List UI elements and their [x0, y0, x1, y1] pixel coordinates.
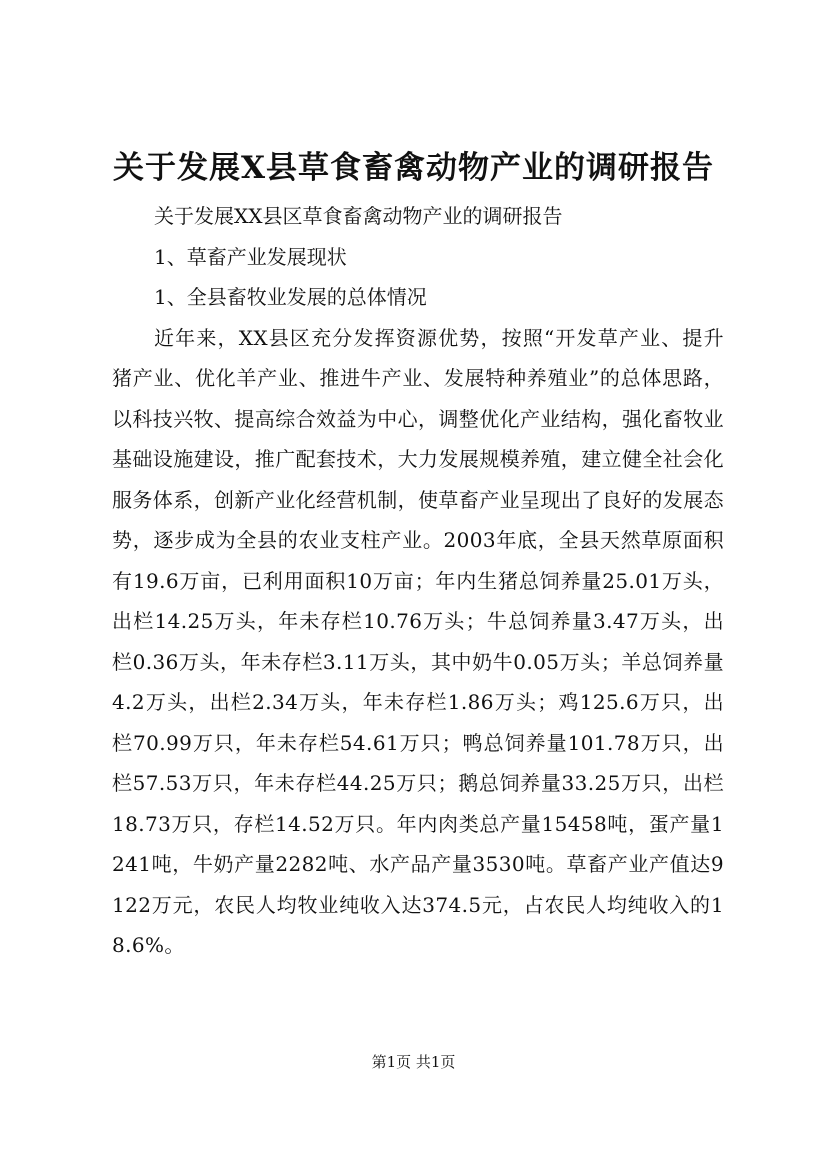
report-subtitle: 关于发展XX县区草食畜禽动物产业的调研报告: [154, 204, 563, 228]
document-title: 关于发展X县草食畜禽动物产业的调研报告: [112, 150, 715, 186]
body-paragraph: 近年来，XX县区充分发挥资源优势，按照“开发草产业、提升猪产业、优化羊产业、推进牛产业、发展特种养殖业”的总体思路，以科技兴牧、提高综合效益为中心，调整优化产业结构，强化畜牧业基础设施建设，推广配套技术，大力发展规模养殖，建立健全社会化服务体系，创新产业化经营机制，使草畜产业呈现出了良好的发展态势，逐步成为全县的农业支柱产业。2003年底，全县天然草原面积有19.6万亩，已利用面积10万亩；年内生猪总饲养量25.01万头，出栏14.25万头，年未存栏10.76万头；牛总饲养量3.47万头，出栏0.36万头，年未存栏3.11万头，其中奶牛0.05万头；羊总饲养量4.2万头，出栏2.34万头，年未存栏1.86万头；鸡125.6万只，出栏70.99万只，年未存栏54.61万只；鸭总饲养量101.78万只，出栏57.53万只，年未存栏44.25万只；鹅总饲养量33.25万只，出栏18.73万只，存栏14.52万只。年内肉类总产量15458吨，蛋产量1241吨，牛奶产量2282吨、水产品产量3530吨。草畜产业产值达9122万元，农民人均牧业纯收入达374.5元，占农民人均纯收入的18.6%。: [112, 325, 724, 957]
document-body: [112, 196, 724, 966]
page-footer: 第1页 共1页: [371, 1053, 456, 1071]
section-heading: 1、草畜产业发展现状: [154, 244, 347, 269]
subsection-heading: 1、全县畜牧业发展的总体情况: [154, 285, 427, 309]
